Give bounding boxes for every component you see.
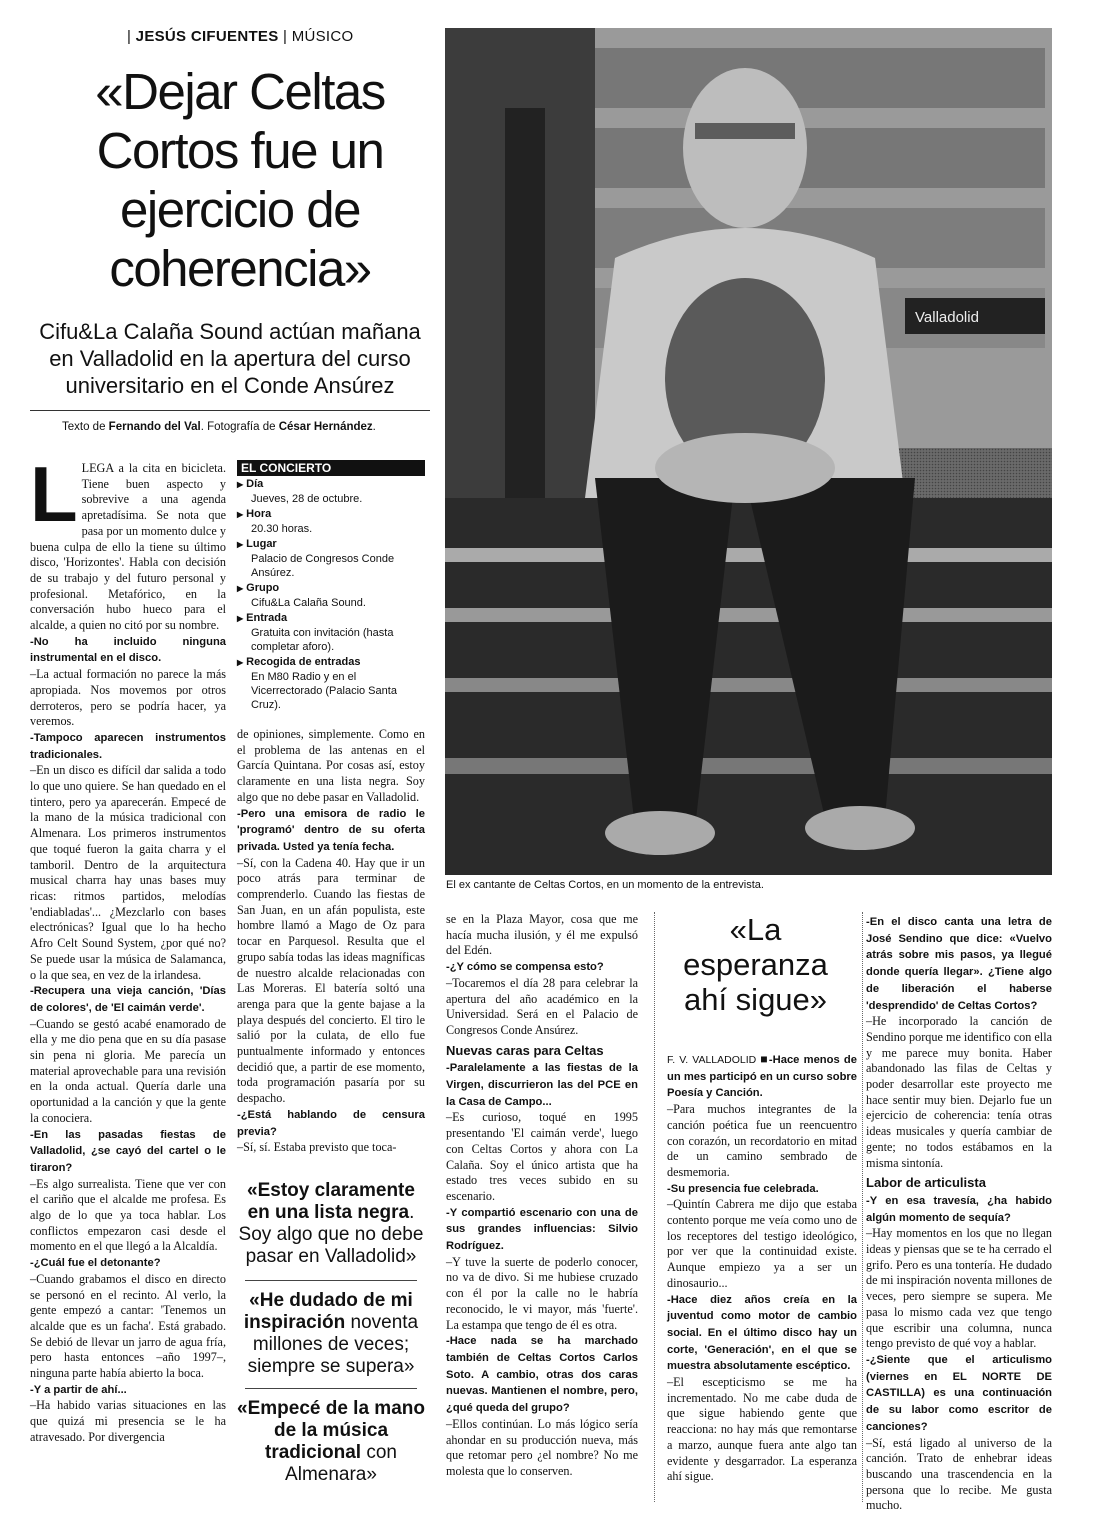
answer: –Sí, con la Cadena 40. Hay que ir un poco atrás para terminar de comprenderlo. Cuando las fiestas de San Juan, en un afán populista, este hombre llamó a Mago de Oz para tocar en Parquesol. Resulta que el grupo sabía todas las ideas magníficas de nuestro alcalde relacionadas con Las Moreras. El batería soltó una arenga para que la gente bajase a la playa después del concierto. El tiro le salió por la culata, de ello fue puntualmente informado y entonces decidió que, a partir de ese momento, toda programación pasaría por su despacho. — [237, 855, 425, 1106]
headline-line: coherencia» — [109, 240, 371, 297]
drop-cap: L — [30, 450, 78, 538]
divider — [30, 410, 430, 411]
box-item — [237, 581, 425, 610]
pull-quote-light: . Soy algo que no debe pasar en Valladolid» — [238, 1202, 424, 1267]
box-label: ▶ Grupo — [237, 582, 279, 594]
question: -Hace nada se ha marchado también de Celtas Cortos Carlos Soto. A cambio, otras dos caras nuevas. Mantienen el nombre, pero, ¿qué queda del grupo? — [446, 1335, 638, 1415]
pull-quote — [237, 1290, 425, 1378]
answer: –Sí, está ligado al universo de la canción. Trato de enhebrar ideas buscando una trascendencia en la persona que lo recibe. Me gusta mucho. — [866, 1435, 1052, 1513]
answer: –Tocaremos el día 28 para celebrar la apertura del año académico en la Universidad. Será en el Palacio de Congresos Conde Ansúrez. — [446, 975, 638, 1037]
box-label: ▶ Recogida de entradas — [237, 656, 360, 668]
answer: –Ellos continúan. Lo más lógico sería ahondar en su producción nueva, más que retomar pero ¿el nombre? No me molesta que lo conserven. — [446, 1416, 638, 1478]
credits-author: Fernando del Val — [108, 421, 201, 433]
box-label: ▶ Lugar — [237, 538, 277, 550]
question: -Y compartió escenario con una de sus grandes influencias: Silvio Rodríguez. — [446, 1206, 638, 1253]
main-photo — [445, 28, 1052, 875]
box-value: En M80 Radio y en el Vicerrectorado (Palacio Santa Cruz). — [251, 671, 397, 711]
photo-illustration — [445, 28, 1052, 875]
question: -En el disco canta una letra de José Sendino que dice: «Vuelvo atrás sobre mis pasos, ya llegué donde quería llegar». ¿Tiene algo de liberación el haberse 'desprendido' de Celtas Cortos? — [866, 916, 1052, 1012]
pull-quote-bold: «Estoy claramente en una lista negra — [247, 1180, 415, 1223]
question: -En las pasadas fiestas de Valladolid, ¿se cayó del cartel o le tiraron? — [30, 1128, 226, 1174]
answer: –He incorporado la canción de Sendino porque me identifico con ella y me parece muy bonita. Haber abandonado las filas de Celtas y poder desarrollar este proyecto me hace sentir muy bien. Dejarlo fue un ejercicio de coherencia: tenía otras ideas musicales y quería cambiar de gente; no todos estábamos en la misma sintonía. — [866, 1014, 1052, 1170]
headline-line: ejercicio de — [120, 181, 360, 238]
answer: –Quintín Cabrera me dijo que estaba contento porque me veía como uno de los receptores del testigo ideológico, por ver que la continuidad existe. Aunque empiezo ya a ser un dinosaurio... — [667, 1197, 857, 1290]
pull-quote — [237, 1398, 425, 1486]
question: -¿Siente que el articulismo (viernes en EL NORTE DE CASTILLA) es una continuación de su labor como escritor de canciones? — [866, 1353, 1052, 1433]
box-value: 20.30 horas. — [251, 523, 313, 535]
answer: de opiniones, simplemente. Como en el problema de las antenas en el García Quintana. Por cosas así, estoy claramente en una lista negra. Soy algo que no debe pasar en Valladolid. — [237, 727, 425, 804]
section-heading: Labor de articulista — [866, 1175, 986, 1191]
kicker-name: JESÚS CIFUENTES — [135, 28, 279, 45]
credits-end: . — [372, 421, 376, 433]
box-item — [237, 477, 425, 506]
credits-pre: Texto de — [62, 421, 109, 433]
box-title: EL CONCIERTO — [237, 460, 425, 476]
subhead-line: universitario en el Conde Ansúrez — [65, 373, 395, 398]
answer: –La actual formación no parece la más apropiada. Nos movemos por otros derroteros, pero se podría hacer, ya veremos. — [30, 667, 226, 729]
section-heading: Nuevas caras para Celtas — [446, 1042, 604, 1058]
answer: –Y tuve la suerte de poderlo conocer, no va de divo. Si me hubiese cruzado con él por la calle no le habría reconocido, le vi mayor, más 'fuerte'. La estampa que tengo de él es otra. — [446, 1254, 638, 1332]
article-column-5 — [866, 914, 1052, 1514]
question: -Hace diez años creía en la juventud como motor de cambio social. En el último disco hay un corte, 'Generación', en el que se muestra absolutamente escéptico. — [667, 1293, 857, 1373]
question: -¿Está hablando de censura previa? — [237, 1108, 425, 1138]
question: -Su presencia fue celebrada. — [667, 1182, 819, 1195]
box-item — [237, 655, 425, 712]
column-divider — [862, 912, 863, 1502]
subhead-line: en Valladolid en la apertura del curso — [49, 346, 411, 371]
subheadline — [30, 318, 430, 399]
concert-info-box — [237, 460, 425, 712]
answer: –Para muchos integrantes de la canción poética fue un reencuentro con corazón, un recordatorio en mitad de un camino sembrado de desmemoria. — [667, 1102, 857, 1179]
question: -No ha incluido ninguna instrumental en el disco. — [30, 635, 226, 665]
box-label: ▶ Hora — [237, 508, 271, 520]
headline — [60, 62, 420, 298]
answer: –Ha habido varias situaciones en las que quizá mi presencia se le ha atravesado. Por divergencia — [30, 1398, 226, 1444]
question: -Paralelamente a las fiestas de la Virgen, discurrieron las del PCE en la Casa de Campo... — [446, 1062, 638, 1108]
answer: –Cuando se gestó acabé enamorado de ella y me dio pena que en su día pasase sin pena ni gloria. Me parecía un material aprovechable para una revisión en la onda actual. Quería darle una oportunidad a la canción y que la gente la conociera. — [30, 1016, 226, 1125]
answer: –Es curioso, toqué en 1995 presentando 'El caimán verde', luego con Celtas Cortos y ahora con La Calaña. Soy el único artista que ha estado tres veces subido en su escenario. — [446, 1110, 638, 1203]
box-label: ▶ Entrada — [237, 612, 287, 624]
pull-quote-bold: «He dudado de mi inspiración — [243, 1290, 413, 1333]
pull-quote-light: noventa millones de veces; siempre se supera» — [247, 1312, 419, 1377]
article-column-4 — [667, 1052, 857, 1485]
box-value: Gratuita con invitación (hasta completar aforo). — [251, 627, 394, 653]
credits-mid: . Fotografía de — [200, 421, 279, 433]
question: -Pero una emisora de radio le 'programó' dentro de su oferta privada. Usted ya tenía fecha. — [237, 807, 425, 853]
kicker-role: MÚSICO — [291, 28, 354, 45]
box-item — [237, 507, 425, 536]
box-label: ▶ Día — [237, 478, 263, 490]
box-item — [237, 611, 425, 654]
box-value: Jueves, 28 de octubre. — [251, 493, 363, 505]
column-divider — [654, 912, 655, 1502]
pull-quote-bold: «Empecé de la mano de la música tradicional — [237, 1398, 425, 1463]
question: -Y en esa travesía, ¿ha habido algún momento de sequía? — [866, 1194, 1052, 1224]
pull-divider — [245, 1388, 417, 1389]
sidebar-title: «La esperanza ahí sigue» — [683, 912, 828, 1017]
section-kicker: | JESÚS CIFUENTES | MÚSICO — [127, 28, 354, 45]
article-column-2 — [237, 727, 425, 1156]
question: -Recupera una vieja canción, 'Días de colores', de 'El caimán verde'. — [30, 985, 226, 1014]
photo-sign-text: Valladolid — [915, 309, 979, 326]
box-value: Cifu&La Calaña Sound. — [251, 597, 366, 609]
photo-caption: El ex cantante de Celtas Cortos, en un momento de la entrevista. — [446, 879, 764, 891]
headline-line: «Dejar Celtas — [95, 63, 385, 120]
pull-quote-light: con Almenara» — [285, 1442, 397, 1485]
question: -Tampoco aparecen instrumentos tradicionales. — [30, 731, 226, 761]
article-column-3 — [446, 912, 638, 1480]
box-item — [237, 537, 425, 580]
answer: –Es algo surrealista. Tiene que ver con el cariño que el alcalde me profesa. Es algo de lo que ya toca hablar. Los conflictos empezaron casi desde el momento en el que llegó a la Alcaldía. — [30, 1176, 226, 1254]
credits-photographer: César Hernández — [278, 421, 373, 433]
intro-paragraph: LEGA a la cita en bicicleta. Tiene buen aspecto y sobrevive a una agenda apretadísima. Se nota que pasa por un momento dulce y buena culpa de ello la tiene su último disco, 'Horizontes'. Habla con decisión de su trabajo y del futuro personal y profesional. Metafórico, en la conversación hubo hueco para el alcalde, a quien no citó por su nombre. — [30, 461, 226, 633]
question: -Hace menos de un mes participó en un curso sobre Poesía y Canción. — [667, 1054, 857, 1100]
pull-divider — [245, 1280, 417, 1281]
credits — [62, 421, 376, 433]
answer: se en la Plaza Mayor, cosa que me hacía mucha ilusión, y él me expulsó del Edén. — [446, 912, 638, 958]
answer: –Cuando grabamos el disco en directo se personó en el recinto. Al verlo, la gente empezó a cantar: 'Tenemos un alcalde que es un facha'. Está grabado. Se debió de llevar un jarro de agua fría, pero hasta entonces –año 1997–, ninguna parte había abierto la boca. — [30, 1271, 226, 1381]
byline: F. V. VALLADOLID — [667, 1054, 757, 1066]
question: -¿Y cómo se compensa esto? — [446, 961, 604, 974]
pull-quote — [237, 1180, 425, 1268]
answer: –El escepticismo se me ha incrementado. No me cabe duda de que sigue habiendo gente que reacciona: no hay más que remontarse a marzo, aunque fuera ante algo tan evidente y desgarrador. La esperanza ahí sigue. — [667, 1375, 857, 1484]
headline-line: Cortos fue un — [96, 122, 384, 179]
answer: –Hay momentos en los que no llegan ideas y piensas que se te ha cerrado el grifo. Pero es una tontería. He dudado de mi inspiración noventa millones de veces, pero siempre se supera. Me pasa lo mismo cada vez que tengo que escribir una columna, nunca tengo previsto de qué voy a hablar. — [866, 1226, 1052, 1351]
answer: –En un disco es difícil dar salida a todo lo que uno quiere. Se han quedado en el tintero, pero ya aparecerán. Empecé de la mano de la música tradicional con Almenara. Los primeros instrumentos que toqué fueron la gaita charra y el tamboril. Dentro de la arquitectura musical charra hay unas bases muy ricas: ritmos partidos, melodías 'endiabladas'... ¿Mezclarlo con bases electrónicas? Igual que lo ha hecho Afro Celt Sound System, ¿por qué no? Se puede usar la música de Salamanca, o la que sea, en vez de la irlandesa. — [30, 763, 226, 982]
byline-square: ■ — [760, 1052, 769, 1066]
article-column-1 — [30, 450, 226, 1446]
question: -Y a partir de ahí... — [30, 1383, 127, 1396]
question: -¿Cuál fue el detonante? — [30, 1257, 161, 1270]
box-value: Palacio de Congresos Conde Ansúrez. — [251, 553, 395, 579]
answer: –Sí, sí. Estaba previsto que toca- — [237, 1140, 397, 1155]
subhead-line: Cifu&La Calaña Sound actúan mañana — [39, 319, 421, 344]
